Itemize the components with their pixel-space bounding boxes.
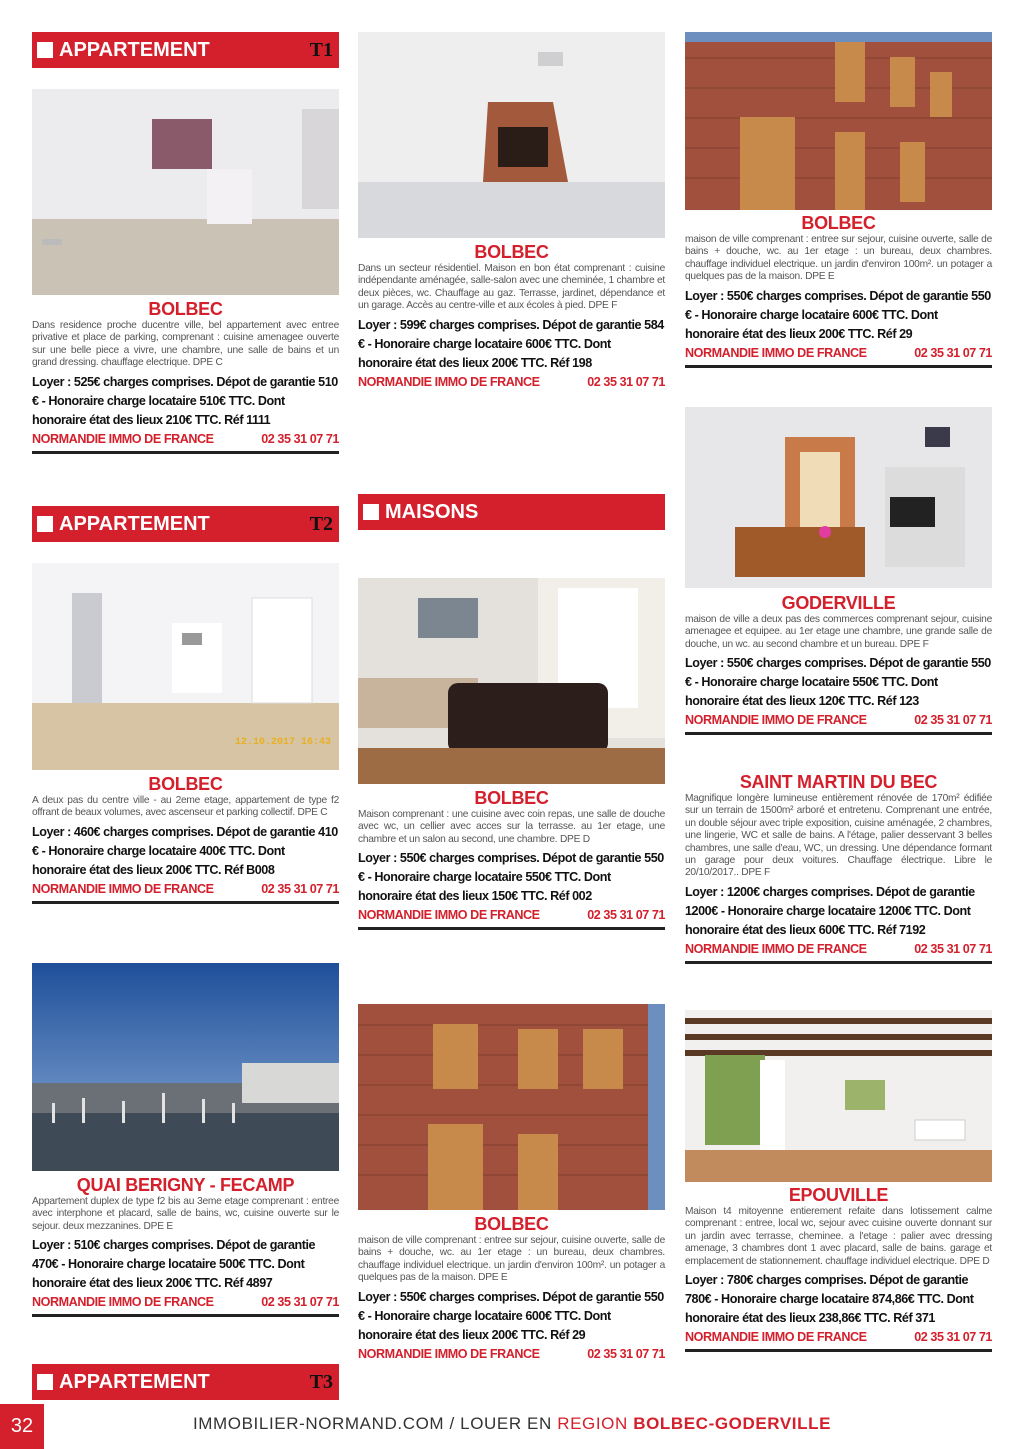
listing-description: Magnifique longère lumineuse entièrement rénovée de 170m² édifiée sur un terrain de 1500m² arboré et entretenu. Comprenant une entrée, un double séjour avec triple exposition, cuisine aménagée, 2 chambres, une lingerie, WC et salle de bains. A l'étage, palier desservant 3 belles chambres, une salle d'eau, WC, un dressing. Une dépendance formant un garage pour deux voitures. Chauffage électrique. Libre le 20/10/2017.. DPE F xyxy=(685,793,992,879)
listing-card xyxy=(358,241,665,394)
listing-card xyxy=(685,1184,992,1352)
footer-towns: BOLBEC-GODERVILLE xyxy=(633,1414,832,1433)
listing-terms: Loyer : 599€ charges comprises. Dépot de garantie 584 € - Honoraire charge locataire 600€ TTC. Dont honoraire état des lieux 200€ TTC. Réf 198 xyxy=(358,317,664,370)
agency-name[interactable]: NORMANDIE IMMO DE FRANCE xyxy=(358,374,540,389)
listing-terms: Loyer : 460€ charges comprises. Dépot de garantie 410 € - Honoraire charge locataire 400€ TTC. Dont honoraire état des lieux 200€ TTC. Réf B008 xyxy=(32,824,338,877)
page-number: 32 xyxy=(0,1404,44,1449)
listing-terms: Loyer : 525€ charges comprises. Dépot de garantie 510 € - Honoraire charge locataire 510€ TTC. Dont honoraire état des lieux 210€ TTC. Réf 1111 xyxy=(32,374,338,427)
listing-description: Dans un secteur résidentiel. Maison en bon état comprenant : cuisine indépendante aménagée, salle-salon avec une cheminée, 1 chambre et deux pièces, wc. Chauffage au gaz. Terrasse, jardinet, dépendance et un garage. Accès au centre-ville et aux écoles à pied. DPE F xyxy=(358,263,665,312)
listing-card xyxy=(358,787,665,930)
listing-terms: Loyer : 550€ charges comprises. Dépot de garantie 550 € - Honoraire charge locataire 600€ TTC. Dont honoraire état des lieux 200€ TTC. Réf 29 xyxy=(358,1289,664,1342)
listing-agency-row xyxy=(32,880,339,904)
section-banner-maisons: MAISONS xyxy=(358,494,665,530)
listing-city: BOLBEC xyxy=(474,1214,549,1234)
square-bullet-icon xyxy=(37,42,53,58)
listing-city: EPOUVILLE xyxy=(788,1185,889,1205)
listing-city: GODERVILLE xyxy=(781,593,896,613)
agency-phone[interactable]: 02 35 31 07 71 xyxy=(914,345,992,360)
listing-photo xyxy=(685,1010,992,1182)
agency-phone[interactable]: 02 35 31 07 71 xyxy=(914,713,992,728)
listing-agency-row xyxy=(685,1328,992,1352)
listing-photo xyxy=(685,32,992,210)
footer-region: REGION xyxy=(557,1414,634,1433)
agency-name[interactable]: NORMANDIE IMMO DE FRANCE xyxy=(358,1346,540,1361)
listing-terms: Loyer : 780€ charges comprises. Dépot de garantie 780€ - Honoraire charge locataire 874,86€ TTC. Dont honoraire état des lieux 238,86€ TTC. Réf 371 xyxy=(685,1273,974,1326)
listing-description: Dans residence proche ducentre ville, bel appartement avec entree privative et place de parking, comprenant : cuisine amenagee ouverte sur une belle piece a vivre, une chambre, une salle de bains et un grand dressing. chauffage electrique. DPE C xyxy=(32,320,339,369)
agency-name[interactable]: NORMANDIE IMMO DE FRANCE xyxy=(685,1330,867,1345)
listing-description: maison de ville a deux pas des commerces comprenant sejour, cuisine amenagee et equipee. au 1er etage une chambre, une grande salle de douche, un wc. au second chambre et un bureau. DPE F xyxy=(685,614,992,650)
listing-city: QUAI BERIGNY - FECAMP xyxy=(76,1175,295,1195)
listing-description: A deux pas du centre ville - au 2eme etage, appartement de type f2 offrant de beaux volumes, avec ascenseur et parking collectif. DPE C xyxy=(32,795,339,819)
listing-photo xyxy=(358,1004,665,1210)
listing-city: BOLBEC xyxy=(474,788,549,808)
listing-city: BOLBEC xyxy=(801,213,876,233)
listing-agency-row xyxy=(685,711,992,735)
agency-name[interactable]: NORMANDIE IMMO DE FRANCE xyxy=(358,908,540,923)
listing-description: Maison t4 mitoyenne entierement refaite dans lotissement calme comprenant : entree, local wc, sejour avec cuisine ouverte donnant sur un jardin avec terrasse, cheminee. a l'etage : palier avec dressing amenage, 3 chambres dont 1 avec placard, salle de bains. garage et emplacement de stationnement. chauffage individuel electrique. DPE D xyxy=(685,1206,992,1267)
photo-timestamp: 12.10.2017 16:43 xyxy=(234,737,331,748)
listing-photo xyxy=(685,407,992,588)
listing-description: Maison comprenant : une cuisine avec coin repas, une salle de douche avec wc, un cellier avec acces sur la terrasse. au 1er etage, une chambre et un salon au second, une chambre. DPE D xyxy=(358,809,665,845)
listing-card xyxy=(685,212,992,368)
square-bullet-icon xyxy=(37,1374,53,1390)
agency-name[interactable]: NORMANDIE IMMO DE FRANCE xyxy=(685,713,867,728)
listing-photo xyxy=(32,89,339,295)
listing-card xyxy=(685,771,992,964)
agency-name[interactable]: NORMANDIE IMMO DE FRANCE xyxy=(32,881,214,896)
agency-phone[interactable]: 02 35 31 07 71 xyxy=(914,941,992,956)
square-bullet-icon xyxy=(363,504,379,520)
listing-card xyxy=(32,773,339,904)
listing-card xyxy=(358,1213,665,1366)
footer-site[interactable]: IMMOBILIER-NORMAND.COM xyxy=(192,1414,445,1433)
agency-phone[interactable]: 02 35 31 07 71 xyxy=(914,1330,992,1345)
listing-city: SAINT MARTIN DU BEC xyxy=(739,772,938,792)
footer-text xyxy=(0,1414,1024,1434)
agency-phone[interactable]: 02 35 31 07 71 xyxy=(261,1295,339,1310)
listing-terms: Loyer : 550€ charges comprises. Dépot de garantie 550 € - Honoraire charge locataire 550€ TTC. Dont honoraire état des lieux 150€ TTC. Réf 002 xyxy=(358,851,664,904)
listing-description: Appartement duplex de type f2 bis au 3eme etage comprenant : entree avec interphone et placard, salle de bains, wc, cuisine ouverte sur le sejour. deux mezzanines. DPE E xyxy=(32,1196,339,1232)
listing-photo xyxy=(358,32,665,238)
listing-agency-row xyxy=(685,940,992,964)
agency-phone[interactable]: 02 35 31 07 71 xyxy=(587,374,665,389)
agency-name[interactable]: NORMANDIE IMMO DE FRANCE xyxy=(32,1295,214,1310)
listing-city: BOLBEC xyxy=(148,774,223,794)
agency-name[interactable]: NORMANDIE IMMO DE FRANCE xyxy=(685,345,867,360)
listing-city: BOLBEC xyxy=(148,299,223,319)
listing-photo xyxy=(32,963,339,1171)
listing-photo xyxy=(358,578,665,784)
listing-card xyxy=(685,592,992,735)
listing-city: BOLBEC xyxy=(474,242,549,262)
listing-card xyxy=(32,298,339,454)
listing-card xyxy=(32,1174,339,1317)
listing-description: maison de ville comprenant : entree sur sejour, cuisine ouverte, salle de bains + douche, wc. au 1er etage : un bureau, deux chambres. chauffage individuel electrique. un jardin d'environ 100m². un potager a quelques pas de la maison. DPE E xyxy=(358,1235,665,1284)
listing-description: maison de ville comprenant : entree sur sejour, cuisine ouverte, salle de bains + douche, wc. au 1er etage : un bureau, deux chambres. chauffage individuel electrique. un jardin d'environ 100m². un potager a quelques pas de la maison. DPE E xyxy=(685,234,992,283)
listing-agency-row xyxy=(685,344,992,368)
agency-name[interactable]: NORMANDIE IMMO DE FRANCE xyxy=(685,941,867,956)
section-banner-appartement-t1: APPARTEMENT T1 xyxy=(32,32,339,68)
agency-name[interactable]: NORMANDIE IMMO DE FRANCE xyxy=(32,431,214,446)
listing-agency-row xyxy=(32,430,339,454)
agency-phone[interactable]: 02 35 31 07 71 xyxy=(261,431,339,446)
section-banner-appartement-t2: APPARTEMENT T2 xyxy=(32,506,339,542)
listing-terms: Loyer : 550€ charges comprises. Dépot de garantie 550 € - Honoraire charge locataire 600€ TTC. Dont honoraire état des lieux 200€ TTC. Réf 29 xyxy=(685,288,991,341)
listing-agency-row xyxy=(358,1345,665,1366)
square-bullet-icon xyxy=(37,516,53,532)
listing-photo xyxy=(32,563,339,770)
page-footer xyxy=(0,1404,1024,1449)
agency-phone[interactable]: 02 35 31 07 71 xyxy=(587,1346,665,1361)
listing-agency-row xyxy=(32,1293,339,1317)
listing-terms: Loyer : 550€ charges comprises. Dépot de garantie 550 € - Honoraire charge locataire 550€ TTC. Dont honoraire état des lieux 120€ TTC. Réf 123 xyxy=(685,656,991,709)
footer-separator: / xyxy=(444,1414,461,1433)
agency-phone[interactable]: 02 35 31 07 71 xyxy=(261,881,339,896)
listing-agency-row xyxy=(358,906,665,930)
listing-terms: Loyer : 1200€ charges comprises. Dépot de garantie 1200€ - Honoraire charge locataire 1200€ TTC. Dont honoraire état des lieux 600€ TTC. Réf 7192 xyxy=(685,884,975,937)
section-banner-appartement-t3: APPARTEMENT T3 xyxy=(32,1364,339,1400)
agency-phone[interactable]: 02 35 31 07 71 xyxy=(587,908,665,923)
footer-louer: LOUER EN xyxy=(460,1414,558,1433)
listing-terms: Loyer : 510€ charges comprises. Dépot de garantie 470€ - Honoraire charge locataire 500€ TTC. Dont honoraire état des lieux 200€ TTC. Réf 4897 xyxy=(32,1238,316,1291)
listing-agency-row xyxy=(358,373,665,394)
